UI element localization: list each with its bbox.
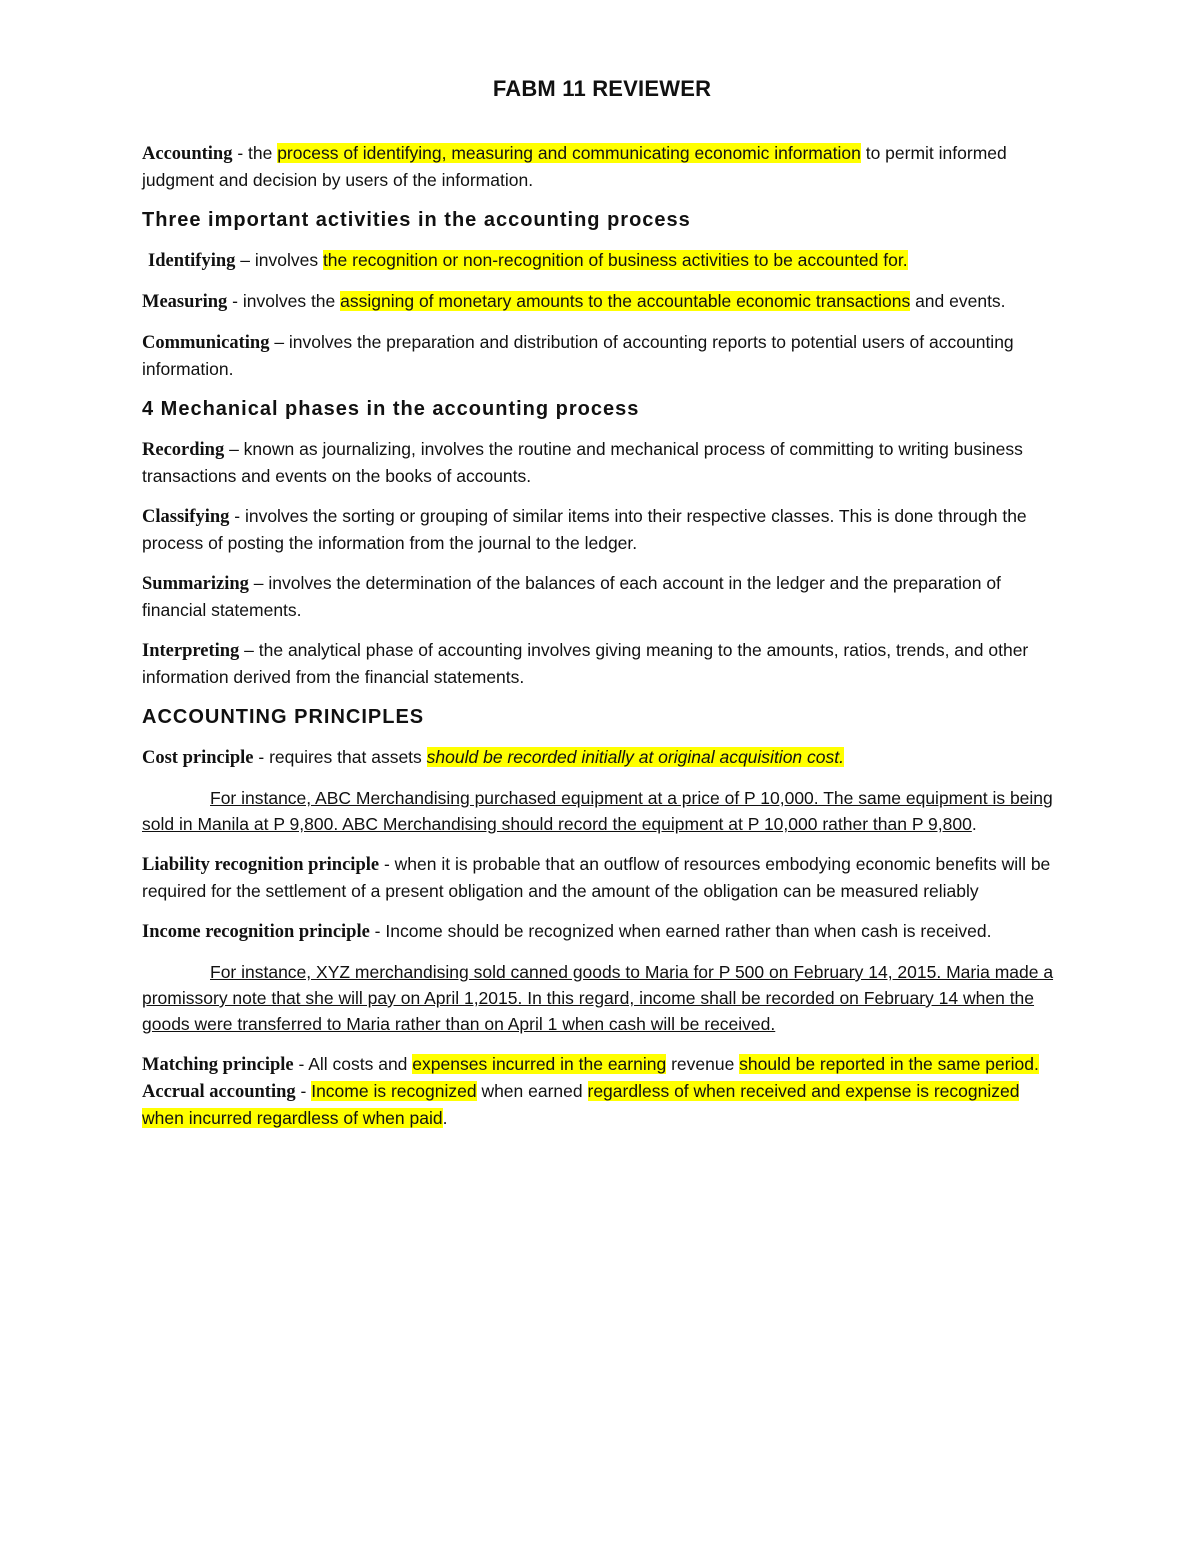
term-summarizing: Summarizing [142, 574, 249, 594]
definition-classifying: Classifying - involves the sorting or grouping of similar items into their respective classes. This is done through the process of posting the information from the journal to the ledger. [142, 506, 1027, 553]
highlight: assigning of monetary amounts to the accountable economic transactions [340, 291, 911, 311]
definition-income-recognition: Income recognition principle - Income should be recognized when earned rather than when cash is received. [142, 921, 992, 942]
definition-matching-principle: Matching principle - All costs and expenses incurred in the earning revenue should be reported in the same period. [142, 1054, 1039, 1075]
highlight: should be recorded initially at original acquisition cost. [426, 747, 844, 767]
definition-measuring: Measuring - involves the assigning of monetary amounts to the accountable economic transactions and events. [142, 291, 1006, 312]
definition-summarizing: Summarizing – involves the determination of the balances of each account in the ledger and the preparation of financial statements. [142, 573, 1001, 620]
highlight: expenses incurred in the earning [412, 1054, 667, 1074]
term-communicating: Communicating [142, 333, 270, 353]
heading-accounting-principles: ACCOUNTING PRINCIPLES [142, 706, 425, 728]
term-cost-principle: Cost principle [142, 748, 254, 768]
document-body [142, 76, 1062, 1145]
definition-accrual-accounting: Accrual accounting - Income is recognized when earned regardless of when received and expense is recognized when incurred regardless of when paid. [142, 1081, 1020, 1128]
term-recording: Recording [142, 440, 225, 460]
highlight: Income is recognized [311, 1081, 477, 1101]
example-cost-principle: For instance, ABC Merchandising purchased equipment at a price of P 10,000. The same equipment is being sold in Manila at P 9,800. ABC Merchandising should record the equipment at P 10,000 rather than P 9,800. [142, 788, 1053, 834]
term-classifying: Classifying [142, 507, 230, 527]
definition-accounting: Accounting - the process of identifying, measuring and communicating economic information to permit informed judgment and decision by users of the information. [142, 143, 1007, 190]
highlight: should be reported in the same period. [739, 1054, 1039, 1074]
definition-communicating: Communicating – involves the preparation and distribution of accounting reports to potential users of accounting information. [142, 332, 1014, 379]
highlight: process of identifying, measuring and communicating economic information [277, 143, 861, 163]
highlight: regardless of when received and expense is recognized when incurred regardless of when paid [142, 1081, 1020, 1128]
term-matching-principle: Matching principle [142, 1055, 294, 1075]
definition-interpreting: Interpreting – the analytical phase of accounting involves giving meaning to the amounts, ratios, trends, and other information derived from the financial statements. [142, 640, 1029, 687]
highlight: the recognition or non-recognition of business activities to be accounted for. [322, 250, 908, 270]
term-income-recognition: Income recognition principle [142, 922, 370, 942]
page-title: FABM 11 REVIEWER [492, 76, 712, 101]
definition-liability-recognition: Liability recognition principle - when it is probable that an outflow of resources embodying economic benefits will be required for the settlement of a present obligation and the amount of the obligation can be measured reliably [142, 854, 1051, 901]
term-accounting: Accounting [142, 144, 233, 164]
term-identifying: Identifying [148, 251, 236, 271]
heading-three-activities: Three important activities in the accounting process [142, 209, 691, 231]
term-interpreting: Interpreting [142, 641, 240, 661]
definition-recording: Recording – known as journalizing, involves the routine and mechanical process of committing to writing business transactions and events on the books of accounts. [142, 439, 1023, 486]
heading-mechanical-phases: 4 Mechanical phases in the accounting process [142, 398, 640, 420]
term-measuring: Measuring [142, 292, 228, 312]
term-liability-recognition: Liability recognition principle [142, 855, 380, 875]
definition-identifying: Identifying – involves the recognition or non-recognition of business activities to be accounted for. [148, 250, 908, 271]
example-income-recognition: For instance, XYZ merchandising sold canned goods to Maria for P 500 on February 14, 2015. Maria made a promissory note that she will pay on April 1,2015. In this regard, income shall be recorded on February 14 when the goods were transferred to Maria rather than on April 1 when cash will be received. [142, 962, 1054, 1034]
term-accrual-accounting: Accrual accounting [142, 1082, 296, 1102]
definition-cost-principle: Cost principle - requires that assets should be recorded initially at original acquisition cost. [142, 747, 844, 768]
